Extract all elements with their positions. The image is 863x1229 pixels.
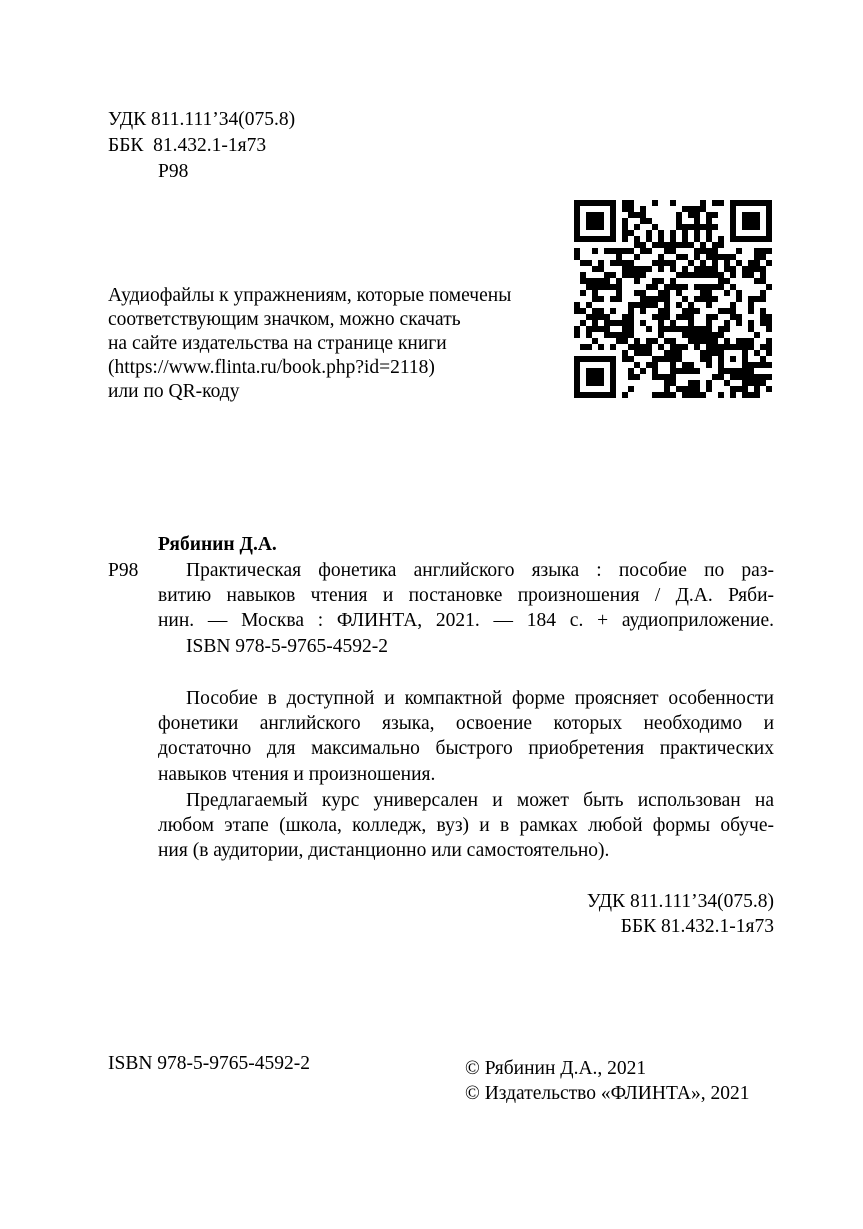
author-mark: Р98 [158, 161, 189, 182]
author-mark-side: Р98 [108, 560, 139, 581]
isbn-footer: ISBN 978-5-9765-4592-2 [108, 1053, 311, 1074]
qr-code-icon[interactable] [574, 200, 772, 398]
annotation-line: фонетики английского языка, освоение которых необходимо и [158, 713, 774, 734]
audio-note-line: Аудиофайлы к упражнениям, которые помечены [108, 285, 512, 306]
annotation-line: любом этапе (школа, колледж, вуз) и в рамках любой формы обуче- [158, 815, 774, 836]
audio-note-line: или по QR-коду [108, 381, 240, 402]
audio-note-line: соответствующим значком, можно скачать [108, 309, 461, 330]
author-name: Рябинин Д.А. [158, 534, 277, 555]
copyright-author: © Рябинин Д.А., 2021 [465, 1058, 647, 1079]
bibliographic-line: нин. — Москва : ФЛИНТА, 2021. — 184 с. + аудиоприложение. [158, 610, 774, 631]
annotation-line: ния (в аудитории, дистанционно или самостоятельно). [158, 840, 610, 861]
copyright-publisher: © Издательство «ФЛИНТА», 2021 [465, 1083, 750, 1104]
annotation-line: навыков чтения и произношения. [158, 764, 436, 785]
isbn-line: ISBN 978-5-9765-4592-2 [186, 636, 389, 657]
udk-code: УДК 811.111’34(075.8) [108, 109, 296, 130]
udk-code-bottom: УДК 811.111’34(075.8) [586, 891, 774, 912]
audio-note-line: на сайте издательства на странице книги [108, 333, 447, 354]
annotation-line: Предлагаемый курс универсален и может быть использован на [186, 790, 774, 811]
bbk-code: ББК 81.432.1-1я73 [108, 135, 267, 156]
annotation-line: Пособие в доступной и компактной форме проясняет особенности [186, 688, 774, 709]
annotation-line: достаточно для максимально быстрого приобретения практических [158, 738, 774, 759]
bbk-code-bottom: ББК 81.432.1-1я73 [620, 916, 774, 937]
audio-note-url[interactable]: (https://www.flinta.ru/book.php?id=2118) [108, 357, 435, 378]
bibliographic-line: витию навыков чтения и постановке произношения / Д.А. Ряби- [158, 585, 774, 606]
bibliographic-line: Практическая фонетика английского языка : пособие по раз- [186, 560, 774, 581]
